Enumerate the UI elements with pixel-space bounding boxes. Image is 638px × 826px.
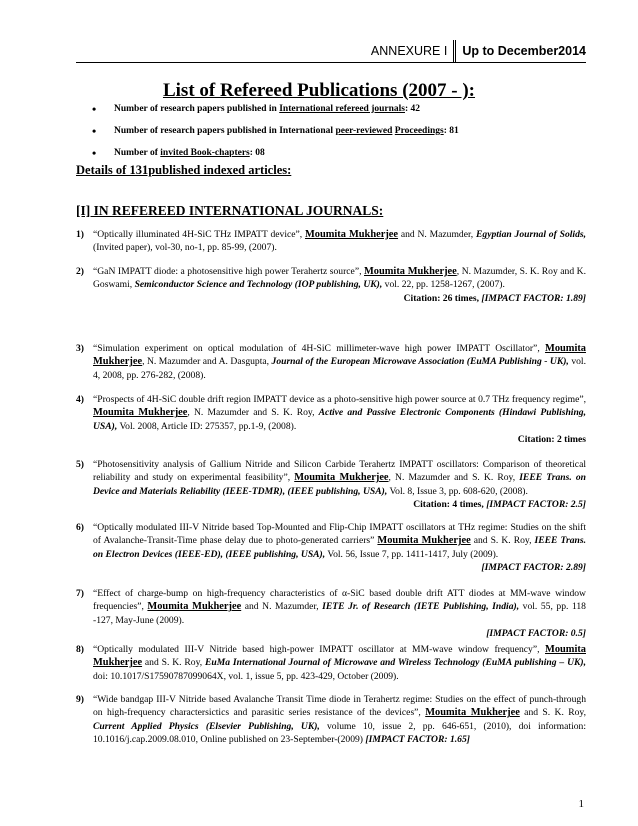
publication-entry — [76, 265, 586, 305]
stat-proceedings: • Number of research papers published in International peer-reviewed Proceedings: 81 — [92, 124, 459, 146]
publication-entry — [76, 458, 586, 512]
publication-details: volume 10, issue 2, pp. 646-651, (2010), doi information: 10.1016/j.cap.2009.08.010, Online published on 23-September-(2009) — [93, 720, 586, 746]
impact-factor: [IMPACT FACTOR: 2.5] — [486, 499, 586, 511]
publication-entry — [76, 521, 586, 575]
publication-details: doi: 10.1017/S17590787099064X, vol. 1, issue 5, pp. 423-429, October (2009). — [93, 670, 399, 682]
publication-journal: Journal of the European Microwave Association (EuMA Publishing - UK), — [271, 356, 569, 368]
publication-number: 4) — [76, 394, 84, 405]
publication-coauthors: , N. Mazumder and S. K. Roy, — [388, 472, 520, 484]
publication-journal: EuMa International Journal of Microwave and Wireless Technology (EuMA publishing – UK), — [205, 657, 586, 669]
publication-title: “GaN IMPATT diode: a photosensitive high power Terahertz source”, — [93, 266, 364, 277]
publication-entry — [76, 342, 586, 382]
page-title: List of Refereed Publications (2007 - ): — [162, 80, 476, 101]
publication-author: Moumita Mukherjee — [147, 601, 242, 613]
publication-journal: Semiconductor Science and Technology (IOP publishing, UK), — [134, 279, 383, 291]
publication-number: 9) — [76, 694, 84, 705]
publication-title: “Photosensitivity analysis of Gallium Nitride and Silicon Carbide Terahertz IMPATT oscillators: Comparison of theoretical reliability and study on experimental feasibility”, — [93, 459, 586, 484]
publication-title: “Wide bandgap III-V Nitride based Avalanche Transit Time diode in Terahertz regime: Studies on the effect of punch-through on high-frequency charactersictics and parasitic series resistance of the devices”, — [93, 694, 586, 719]
citation-line — [93, 627, 586, 640]
date-label: Up to December2014 — [462, 44, 586, 58]
citation-count: Citation: 2 times — [517, 434, 586, 446]
publication-details: vol. 55, pp. 118 -127, May-June (2009). — [93, 601, 586, 626]
publication-title: “Simulation experiment on optical modulation of 4H-SiC millimeter-wave high power IMPATT Oscillator”, — [93, 343, 546, 354]
publication-author: Moumita Mukherjee — [93, 644, 586, 669]
publication-entry — [76, 587, 586, 641]
publication-coauthors: and S. K. Roy, — [470, 535, 535, 547]
publication-title: “Prospects of 4H-SiC double drift region IMPATT device as a photo-sensitive high power source at 0.7 THz frequency regime”, — [93, 394, 586, 405]
details-heading: Details of 131published indexed articles: — [76, 163, 292, 177]
publication-journal: IEEE Trans. on Device and Materials Reliability (IEEE-TDMR), (IEEE publishing, USA), — [93, 472, 586, 497]
publication-author: Moumita Mukherjee — [364, 266, 457, 277]
publication-entry — [76, 228, 586, 255]
publication-entry — [76, 393, 586, 447]
impact-factor: [IMPACT FACTOR: 0.5] — [486, 628, 586, 640]
publication-journal: IETE Jr. of Research (IETE Publishing, India), — [322, 601, 520, 613]
publication-journal: IEEE Trans. on Electron Devices (IEEE-ED), (IEEE publishing, USA), — [93, 535, 586, 560]
publication-number: 8) — [76, 644, 84, 655]
impact-factor: [IMPACT FACTOR: 1.65] — [365, 734, 470, 746]
citation-line — [93, 498, 586, 511]
impact-factor: [IMPACT FACTOR: 1.89] — [481, 292, 586, 304]
publication-author: Moumita Mukherjee — [294, 472, 389, 484]
publication-number: 1) — [76, 229, 84, 240]
stat-journals: • Number of research papers published in International refereed journals: 42 — [92, 102, 459, 124]
publication-details: Vol. 2008, Article ID: 275357, pp.1-9, (2008). — [117, 420, 297, 432]
publication-number: 5) — [76, 459, 84, 470]
page-number: 1 — [578, 798, 584, 810]
citation-count: Citation: 26 times, — [403, 292, 482, 304]
publication-number: 7) — [76, 588, 84, 599]
publication-entry — [76, 643, 586, 683]
header-divider — [453, 40, 456, 62]
annexure-label: ANNEXURE I — [370, 44, 448, 58]
publication-coauthors: and S. K. Roy, — [142, 657, 205, 669]
publication-coauthors: and N. Mazumder, — [398, 229, 477, 240]
publication-coauthors: and N. Mazumder, — [241, 601, 323, 613]
citation-line — [93, 561, 586, 574]
stats-list — [92, 102, 459, 168]
publication-coauthors: and S. K. Roy, — [519, 707, 586, 719]
publication-number: 2) — [76, 266, 84, 277]
publication-title: “Optically modulated III-V Nitride based Top-Mounted and Flip-Chip IMPATT oscillators at THz regime: Studies on the shift of Avalanche-Transit-Time phase delay due to photo-generated carriers” — [93, 522, 586, 547]
publication-author: Moumita Mukherjee — [93, 407, 188, 419]
publication-author: Moumita Mukherjee — [304, 229, 399, 240]
section-heading: [I] IN REFEREED INTERNATIONAL JOURNALS: — [76, 203, 384, 218]
publication-coauthors: , N. Mazumder and S. K. Roy, — [187, 407, 319, 419]
publication-number: 6) — [76, 522, 84, 533]
page-header — [371, 40, 586, 62]
publication-details: vol. 4, 2008, pp. 276-282, (2008). — [93, 356, 586, 381]
publication-author: Moumita Mukherjee — [377, 535, 471, 547]
citation-line — [93, 433, 586, 446]
publication-details: vol. 22, pp. 1258-1267, (2007). — [382, 279, 505, 291]
header-rule — [76, 62, 586, 63]
citation-line — [93, 292, 586, 305]
publication-title: “Effect of charge-bump on high-frequency characteristics of α-SiC based double drift ATT diodes at MM-wave window frequencies”, — [93, 588, 586, 613]
publication-journal: Egyptian Journal of Solids, — [476, 229, 586, 240]
publication-title: “Optically illuminated 4H-SiC THz IMPATT device”, — [93, 229, 305, 240]
publication-journal: Current Applied Physics (Elsevier Publishing, UK), — [93, 720, 320, 732]
publication-details: Vol. 56, Issue 7, pp. 1411-1417, July (2009). — [325, 548, 499, 560]
publication-journal: Active and Passive Electronic Components (Hindawi Publishing, USA), — [93, 407, 586, 432]
publication-details: (Invited paper), vol-30, no-1, pp. 85-99, (2007). — [93, 242, 277, 254]
publication-number: 3) — [76, 343, 84, 354]
publication-author: Moumita Mukherjee — [425, 707, 520, 719]
publication-author: Moumita Mukherjee — [93, 343, 586, 368]
publication-details: Vol. 8, Issue 3, pp. 608-620, (2008). — [387, 485, 528, 497]
citation-count: Citation: 4 times, — [413, 499, 487, 511]
publication-title: “Optically modulated III-V Nitride based high-power IMPATT oscillator at MM-wave window frequency”, — [93, 644, 546, 655]
publication-coauthors: , N. Mazumder, S. K. Roy and K. Goswami, — [93, 266, 586, 291]
publication-entry — [76, 693, 586, 747]
publication-coauthors: , N. Mazumder and A. Dasgupta, — [142, 356, 272, 368]
stat-book-chapters: • Number of invited Book-chapters: 08 — [92, 146, 459, 168]
impact-factor: [IMPACT FACTOR: 2.89] — [481, 562, 586, 574]
